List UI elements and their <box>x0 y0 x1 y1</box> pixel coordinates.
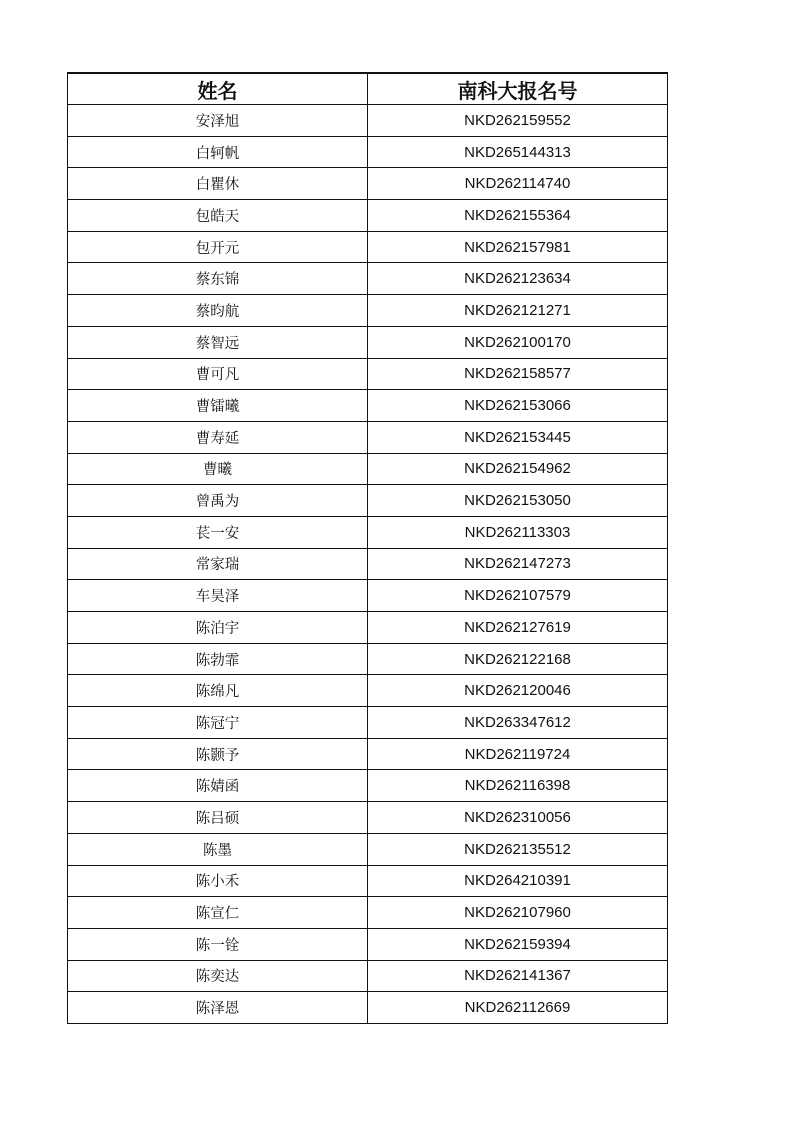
table-header-row <box>68 73 668 105</box>
registration-number-cell: NKD264210391 <box>368 865 668 897</box>
registration-number-cell: NKD262154962 <box>368 453 668 485</box>
table-row <box>68 231 668 263</box>
registration-number-cell: NKD262116398 <box>368 770 668 802</box>
registration-number-cell: NKD262113303 <box>368 516 668 548</box>
table-row <box>68 548 668 580</box>
table-row <box>68 802 668 834</box>
registration-number-cell: NKD263347612 <box>368 707 668 739</box>
table-row <box>68 992 668 1024</box>
student-name-cell: 曹可凡 <box>68 358 368 390</box>
table-row <box>68 833 668 865</box>
registration-number-cell: NKD262107579 <box>368 580 668 612</box>
registration-number-cell: NKD262155364 <box>368 200 668 232</box>
table-row <box>68 865 668 897</box>
table-row <box>68 770 668 802</box>
table-row <box>68 643 668 675</box>
student-name-cell: 陈一铨 <box>68 928 368 960</box>
table-row <box>68 612 668 644</box>
registration-number-cell: NKD262153066 <box>368 390 668 422</box>
registration-number-cell: NKD262122168 <box>368 643 668 675</box>
table-row <box>68 263 668 295</box>
student-name-cell: 白瞿休 <box>68 168 368 200</box>
student-name-cell: 蔡昀航 <box>68 295 368 327</box>
registration-number-cell: NKD262153445 <box>368 421 668 453</box>
table-row <box>68 390 668 422</box>
name-column-header: 姓名 <box>68 73 368 105</box>
registration-number-cell: NKD262310056 <box>368 802 668 834</box>
registration-number-cell: NKD265144313 <box>368 136 668 168</box>
table-row <box>68 105 668 137</box>
registration-number-cell: NKD262114740 <box>368 168 668 200</box>
table-row <box>68 295 668 327</box>
registration-number-cell: NKD262159552 <box>368 105 668 137</box>
registration-number-cell: NKD262123634 <box>368 263 668 295</box>
table-row <box>68 707 668 739</box>
registration-number-cell: NKD262135512 <box>368 833 668 865</box>
student-name-cell: 常家瑞 <box>68 548 368 580</box>
student-name-cell: 陈宣仁 <box>68 897 368 929</box>
student-name-cell: 白轲帆 <box>68 136 368 168</box>
student-name-cell: 陈奕达 <box>68 960 368 992</box>
student-name-cell: 苌一安 <box>68 516 368 548</box>
student-name-cell: 陈绵凡 <box>68 675 368 707</box>
registration-number-cell: NKD262112669 <box>368 992 668 1024</box>
registration-number-cell: NKD262127619 <box>368 612 668 644</box>
table-row <box>68 897 668 929</box>
student-name-cell: 陈墨 <box>68 833 368 865</box>
table-row <box>68 485 668 517</box>
table-body <box>68 105 668 1024</box>
registration-number-cell: NKD262107960 <box>368 897 668 929</box>
registration-number-cell: NKD262100170 <box>368 326 668 358</box>
student-name-cell: 陈颢予 <box>68 738 368 770</box>
student-name-cell: 陈泊宇 <box>68 612 368 644</box>
student-name-cell: 陈勃霏 <box>68 643 368 675</box>
registration-number-cell: NKD262159394 <box>368 928 668 960</box>
table-row <box>68 453 668 485</box>
table-row <box>68 136 668 168</box>
student-name-cell: 陈吕硕 <box>68 802 368 834</box>
student-name-cell: 陈冠宁 <box>68 707 368 739</box>
registration-number-cell: NKD262147273 <box>368 548 668 580</box>
student-name-cell: 蔡智远 <box>68 326 368 358</box>
registration-number-cell: NKD262158577 <box>368 358 668 390</box>
student-name-cell: 曹镭曦 <box>68 390 368 422</box>
student-name-cell: 安泽旭 <box>68 105 368 137</box>
student-name-cell: 蔡东锦 <box>68 263 368 295</box>
registration-number-cell: NKD262119724 <box>368 738 668 770</box>
registration-number-cell: NKD262157981 <box>368 231 668 263</box>
table-row <box>68 358 668 390</box>
registration-number-cell: NKD262120046 <box>368 675 668 707</box>
student-name-cell: 车昊泽 <box>68 580 368 612</box>
table-row <box>68 580 668 612</box>
table-row <box>68 168 668 200</box>
registration-number-cell: NKD262121271 <box>368 295 668 327</box>
student-name-cell: 曹寿延 <box>68 421 368 453</box>
registration-number-column-header: 南科大报名号 <box>368 73 668 105</box>
table-row <box>68 326 668 358</box>
registration-number-cell: NKD262153050 <box>368 485 668 517</box>
registration-number-cell: NKD262141367 <box>368 960 668 992</box>
student-name-cell: 包开元 <box>68 231 368 263</box>
table-row <box>68 516 668 548</box>
table-row <box>68 421 668 453</box>
admission-table <box>67 72 668 1024</box>
student-name-cell: 陈小禾 <box>68 865 368 897</box>
student-name-cell: 曾禹为 <box>68 485 368 517</box>
student-name-cell: 曹曦 <box>68 453 368 485</box>
table-row <box>68 200 668 232</box>
table-row <box>68 675 668 707</box>
admission-list-sheet <box>67 72 667 1024</box>
table-row <box>68 738 668 770</box>
table-row <box>68 960 668 992</box>
student-name-cell: 包皓天 <box>68 200 368 232</box>
student-name-cell: 陈婧函 <box>68 770 368 802</box>
student-name-cell: 陈泽恩 <box>68 992 368 1024</box>
table-row <box>68 928 668 960</box>
